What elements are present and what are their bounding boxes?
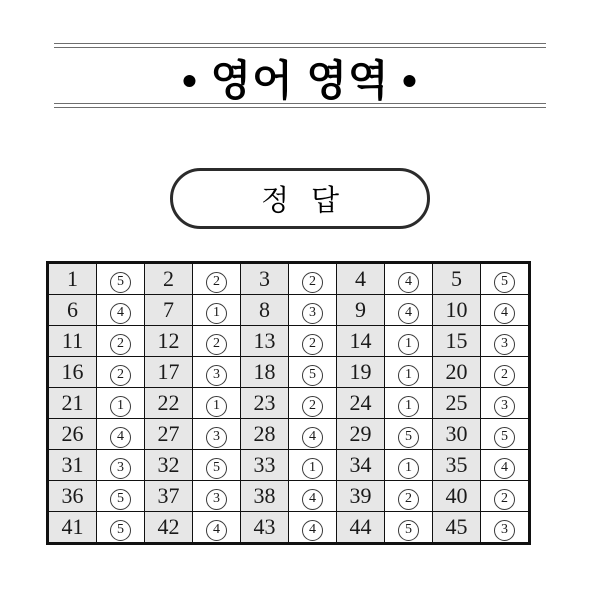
- question-number-cell: 38: [241, 481, 289, 512]
- answer-cell: [193, 512, 241, 544]
- answer-cell: [289, 295, 337, 326]
- circled-answer-icon: 1: [110, 396, 131, 417]
- answer-cell: [481, 295, 530, 326]
- question-number-cell: 9: [337, 295, 385, 326]
- circled-answer-icon: 2: [206, 334, 227, 355]
- question-number-cell: 42: [145, 512, 193, 544]
- answer-cell: [193, 326, 241, 357]
- question-number-cell: 41: [48, 512, 97, 544]
- question-number-cell: 22: [145, 388, 193, 419]
- circled-answer-icon: 3: [110, 458, 131, 479]
- question-number-cell: 20: [433, 357, 481, 388]
- answer-table-row: [48, 263, 530, 295]
- answer-cell: [385, 481, 433, 512]
- question-number-cell: 36: [48, 481, 97, 512]
- answer-cell: [385, 326, 433, 357]
- question-number-cell: 21: [48, 388, 97, 419]
- answer-cell: [193, 295, 241, 326]
- answer-cell: [481, 326, 530, 357]
- circled-answer-icon: 5: [110, 489, 131, 510]
- answer-cell: [289, 388, 337, 419]
- circled-answer-icon: 4: [302, 520, 323, 541]
- answer-heading-pill: [170, 168, 430, 229]
- answer-table-row: [48, 481, 530, 512]
- circled-answer-icon: 2: [110, 334, 131, 355]
- question-number-cell: 7: [145, 295, 193, 326]
- answer-cell: [385, 263, 433, 295]
- circled-answer-icon: 2: [494, 489, 515, 510]
- answer-table-row: [48, 326, 530, 357]
- answer-cell: [481, 388, 530, 419]
- question-number-cell: 29: [337, 419, 385, 450]
- question-number-cell: 2: [145, 263, 193, 295]
- question-number-cell: 5: [433, 263, 481, 295]
- question-number-cell: 16: [48, 357, 97, 388]
- answer-cell: [385, 512, 433, 544]
- answer-cell: [481, 357, 530, 388]
- answer-cell: [97, 450, 145, 481]
- circled-answer-icon: 1: [398, 334, 419, 355]
- answer-cell: [193, 419, 241, 450]
- question-number-cell: 32: [145, 450, 193, 481]
- answer-table-row: [48, 295, 530, 326]
- circled-answer-icon: 4: [110, 303, 131, 324]
- circled-answer-icon: 3: [206, 365, 227, 386]
- answer-cell: [289, 450, 337, 481]
- answer-table-row: [48, 512, 530, 544]
- question-number-cell: 1: [48, 263, 97, 295]
- answer-cell: [97, 419, 145, 450]
- answer-cell: [385, 450, 433, 481]
- circled-answer-icon: 1: [398, 458, 419, 479]
- question-number-cell: 14: [337, 326, 385, 357]
- circled-answer-icon: 4: [110, 427, 131, 448]
- double-rule-bottom: [54, 103, 546, 108]
- answer-cell: [97, 512, 145, 544]
- question-number-cell: 4: [337, 263, 385, 295]
- question-number-cell: 28: [241, 419, 289, 450]
- answer-cell: [289, 512, 337, 544]
- circled-answer-icon: 5: [206, 458, 227, 479]
- question-number-cell: 37: [145, 481, 193, 512]
- answer-cell: [385, 388, 433, 419]
- double-rule-top: [54, 43, 546, 48]
- answer-table-row: [48, 357, 530, 388]
- circled-answer-icon: 2: [302, 396, 323, 417]
- question-number-cell: 30: [433, 419, 481, 450]
- question-number-cell: 3: [241, 263, 289, 295]
- answer-cell: [97, 388, 145, 419]
- question-number-cell: 17: [145, 357, 193, 388]
- question-number-cell: 35: [433, 450, 481, 481]
- circled-answer-icon: 3: [494, 520, 515, 541]
- question-number-cell: 23: [241, 388, 289, 419]
- circled-answer-icon: 2: [398, 489, 419, 510]
- circled-answer-icon: 3: [494, 334, 515, 355]
- answer-cell: [193, 263, 241, 295]
- answer-cell: [289, 481, 337, 512]
- question-number-cell: 40: [433, 481, 481, 512]
- answer-cell: [481, 450, 530, 481]
- circled-answer-icon: 1: [206, 303, 227, 324]
- circled-answer-icon: 2: [494, 365, 515, 386]
- circled-answer-icon: 3: [302, 303, 323, 324]
- circled-answer-icon: 1: [206, 396, 227, 417]
- answer-cell: [97, 481, 145, 512]
- circled-answer-icon: 2: [302, 334, 323, 355]
- answer-cell: [97, 326, 145, 357]
- question-number-cell: 33: [241, 450, 289, 481]
- circled-answer-icon: 5: [302, 365, 323, 386]
- answer-cell: [193, 481, 241, 512]
- question-number-cell: 15: [433, 326, 481, 357]
- circled-answer-icon: 2: [110, 365, 131, 386]
- circled-answer-icon: 5: [494, 272, 515, 293]
- question-number-cell: 11: [48, 326, 97, 357]
- answer-table: [46, 261, 531, 545]
- answer-cell: [193, 388, 241, 419]
- circled-answer-icon: 1: [398, 365, 419, 386]
- question-number-cell: 43: [241, 512, 289, 544]
- answer-cell: [385, 419, 433, 450]
- answer-cell: [193, 450, 241, 481]
- question-number-cell: 26: [48, 419, 97, 450]
- answer-cell: [481, 512, 530, 544]
- question-number-cell: 31: [48, 450, 97, 481]
- question-number-cell: 12: [145, 326, 193, 357]
- answer-heading-label: 정 답: [260, 185, 340, 217]
- answer-table-row: [48, 419, 530, 450]
- circled-answer-icon: 2: [302, 272, 323, 293]
- circled-answer-icon: 5: [398, 427, 419, 448]
- circled-answer-icon: 4: [302, 489, 323, 510]
- circled-answer-icon: 5: [110, 272, 131, 293]
- circled-answer-icon: 5: [494, 427, 515, 448]
- circled-answer-icon: 4: [206, 520, 227, 541]
- answer-cell: [385, 357, 433, 388]
- answer-cell: [481, 481, 530, 512]
- circled-answer-icon: 1: [398, 396, 419, 417]
- answer-table-row: [48, 450, 530, 481]
- circled-answer-icon: 5: [110, 520, 131, 541]
- answer-table-row: [48, 388, 530, 419]
- circled-answer-icon: 4: [398, 303, 419, 324]
- answer-cell: [193, 357, 241, 388]
- answer-cell: [97, 295, 145, 326]
- answer-cell: [97, 357, 145, 388]
- page-title: • 영어 영역 •: [182, 57, 418, 104]
- circled-answer-icon: 4: [398, 272, 419, 293]
- answer-cell: [289, 326, 337, 357]
- answer-cell: [481, 419, 530, 450]
- answer-cell: [289, 419, 337, 450]
- question-number-cell: 10: [433, 295, 481, 326]
- circled-answer-icon: 1: [302, 458, 323, 479]
- question-number-cell: 6: [48, 295, 97, 326]
- circled-answer-icon: 3: [206, 489, 227, 510]
- question-number-cell: 24: [337, 388, 385, 419]
- answer-cell: [289, 357, 337, 388]
- answer-cell: [385, 295, 433, 326]
- circled-answer-icon: 3: [494, 396, 515, 417]
- circled-answer-icon: 4: [494, 303, 515, 324]
- answer-table-body: [48, 263, 530, 544]
- question-number-cell: 44: [337, 512, 385, 544]
- circled-answer-icon: 4: [494, 458, 515, 479]
- answer-cell: [97, 263, 145, 295]
- circled-answer-icon: 2: [206, 272, 227, 293]
- question-number-cell: 45: [433, 512, 481, 544]
- question-number-cell: 13: [241, 326, 289, 357]
- question-number-cell: 18: [241, 357, 289, 388]
- circled-answer-icon: 4: [302, 427, 323, 448]
- circled-answer-icon: 3: [206, 427, 227, 448]
- question-number-cell: 8: [241, 295, 289, 326]
- answer-cell: [289, 263, 337, 295]
- question-number-cell: 39: [337, 481, 385, 512]
- answer-cell: [481, 263, 530, 295]
- question-number-cell: 25: [433, 388, 481, 419]
- question-number-cell: 34: [337, 450, 385, 481]
- question-number-cell: 27: [145, 419, 193, 450]
- circled-answer-icon: 5: [398, 520, 419, 541]
- question-number-cell: 19: [337, 357, 385, 388]
